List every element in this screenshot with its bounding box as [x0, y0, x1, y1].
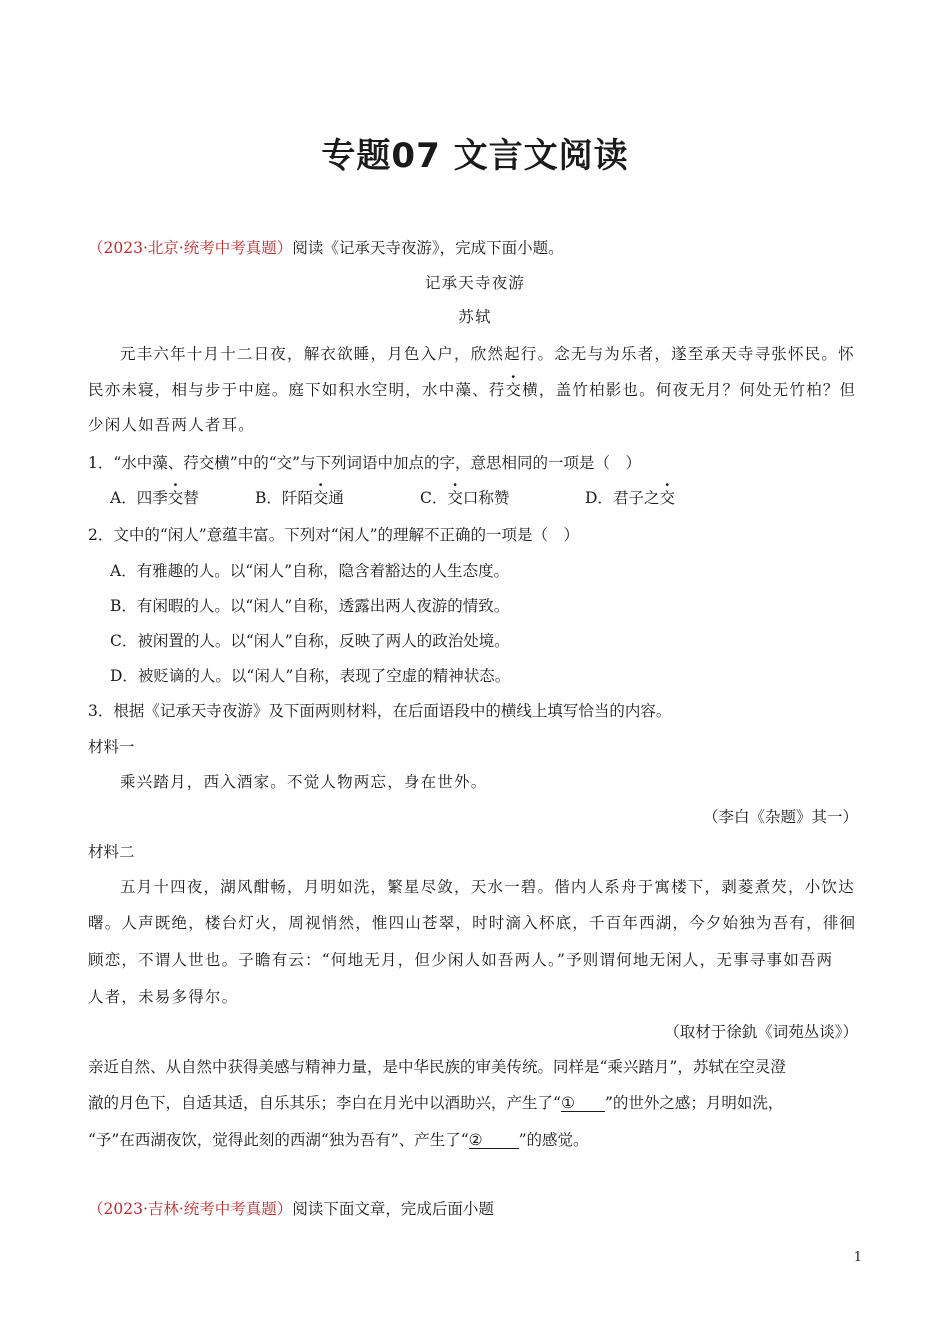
- material-1-text: 乘兴踏月，西入酒家。不觉人物两忘，身在世外。: [120, 773, 488, 791]
- material-2-line: 人者，未易多得尔。: [88, 988, 239, 1006]
- material-2-line: 五月十四夜，湖风酣畅，月明如洗，繁星尽敛，天水一碧。偕内人系舟于寓楼下，剥菱煮芡，小饮达: [120, 878, 855, 896]
- question-3-stem: 3．根据《记承天寺夜游》及下面两则材料，在后面语段中的横线上填写恰当的内容。: [88, 702, 672, 720]
- passage-line: 元丰六年十月十二日夜，解衣欲睡，月色入户，欣然起行。念无与为乐者，遂至承天寺寻张怀民。怀: [120, 345, 855, 363]
- q2-option-d[interactable]: D．被贬谪的人。以“闲人”自称，表现了空虚的精神状态。: [110, 667, 511, 685]
- fill-paragraph-line: 亲近自然、从自然中获得美感与精神力量，是中华民族的审美传统。同样是“乘兴踏月”，苏轼在空灵澄: [88, 1058, 786, 1076]
- passage-line: 少闲人如吾两人者耳。: [88, 416, 256, 434]
- material-1-label: 材料一: [88, 738, 135, 756]
- material-2-label: 材料二: [88, 843, 135, 861]
- q1-option-d[interactable]: D．君子之交: [585, 489, 675, 507]
- q1-option-b[interactable]: B．阡陌交通: [255, 489, 344, 507]
- answer-blank-2[interactable]: ②: [469, 1132, 519, 1149]
- passage-title: 记承天寺夜游: [424, 274, 526, 292]
- question-1-options: [110, 486, 810, 508]
- emphasis-dot-char: 交: [505, 381, 523, 399]
- material-2-line: 曙。人声既绝，楼台灯火，周视悄然，惟四山苍翠，时时滴入杯底，千百年西湖，今夕始独为吾有，徘徊: [88, 914, 857, 932]
- section-instruction: 阅读《记承天寺夜游》，完成下面小题。: [292, 239, 564, 257]
- q2-option-b[interactable]: B．有闲暇的人。以“闲人”自称，透露出两人夜游的情致。: [110, 597, 510, 615]
- material-2-line: 顾恋，不谓人世也。子瞻有云：“何地无月，但少闲人如吾两人。”予则谓何地无闲人，无事寻事如吾两: [88, 951, 834, 969]
- page-number: 1: [853, 1250, 862, 1265]
- source-tag: （2023·吉林·统考中考真题）: [88, 1200, 293, 1218]
- material-1-source: （李白《杂题》其一）: [702, 808, 858, 826]
- fill-paragraph-line: 澈的月色下，自适其适，自乐其乐；李白在月光中以酒助兴，产生了“① ”的世外之感；月明如洗，: [88, 1094, 784, 1112]
- page-title: 专题07 文言文阅读: [321, 136, 629, 176]
- q1-option-c[interactable]: C．交口称赞: [420, 489, 510, 507]
- q2-option-c[interactable]: C．被闲置的人。以“闲人”自称，反映了两人的政治处境。: [110, 632, 510, 650]
- question-1-stem: 1．“水中藻、荇交横”中的“交”与下列词语中加点的字，意思相同的一项是（ ）: [88, 454, 642, 472]
- material-2-source: （取材于徐釚《词苑丛谈》）: [664, 1023, 858, 1041]
- section2-header: [88, 1197, 494, 1219]
- fill-paragraph-line: “予”在西湖夜饮，觉得此刻的西湖“独为吾有”、产生了“② ”的感觉。: [88, 1131, 589, 1149]
- q2-option-a[interactable]: A．有雅趣的人。以“闲人”自称，隐含着豁达的人生态度。: [110, 562, 510, 580]
- passage-author: 苏轼: [458, 308, 492, 326]
- passage-line: 民亦未寝，相与步于中庭。庭下如积水空明，水中藻、荇交横，盖竹柏影也。何夜无月？何处无竹柏？但: [88, 381, 857, 399]
- q1-option-a[interactable]: A．四季交替: [110, 489, 199, 507]
- section1-header: [88, 236, 564, 258]
- section-instruction: 阅读下面文章，完成后面小题: [292, 1200, 494, 1218]
- question-2-stem: 2．文中的“闲人”意蕴丰富。下列对“闲人”的理解不正确的一项是（ ）: [88, 526, 580, 544]
- answer-blank-1[interactable]: ①: [561, 1095, 605, 1112]
- source-tag: （2023·北京·统考中考真题）: [88, 239, 293, 257]
